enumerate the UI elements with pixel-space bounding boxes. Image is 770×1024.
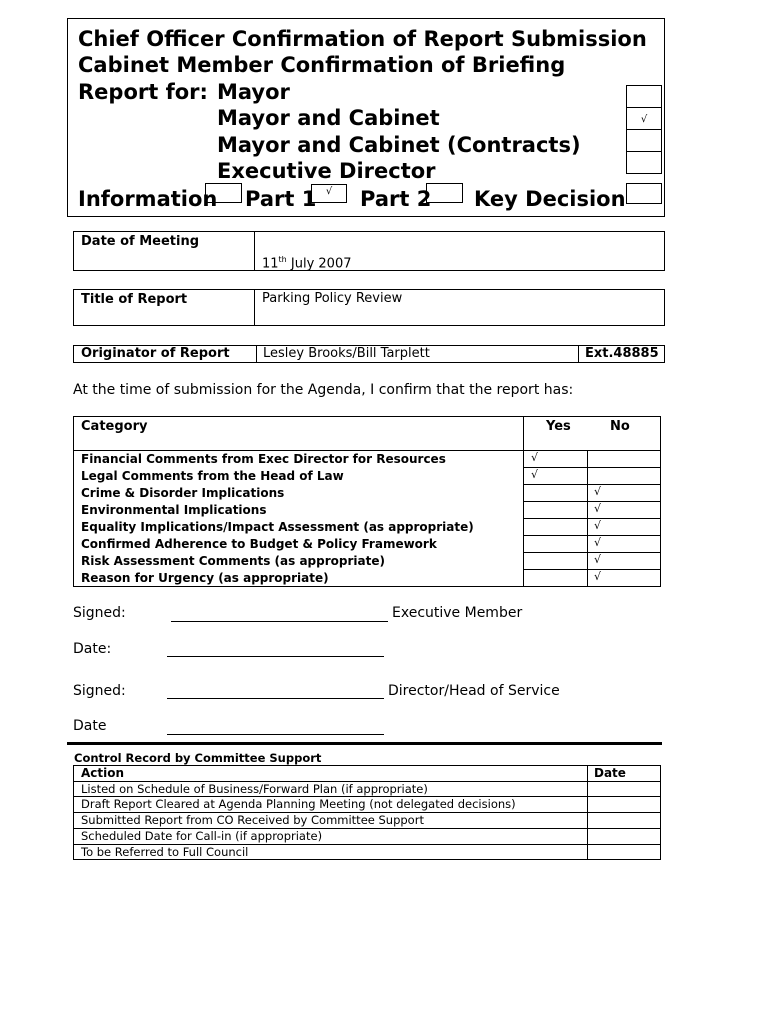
control-row: To be Referred to Full Council xyxy=(81,845,249,859)
category-row-label: Environmental Implications xyxy=(81,503,267,517)
no-check[interactable]: √ xyxy=(594,570,602,583)
control-row: Draft Report Cleared at Agenda Planning Meeting (not delegated decisions) xyxy=(81,797,516,811)
part2-label: Part 2 xyxy=(360,187,432,211)
key-decision-label: Key Decision xyxy=(474,187,626,211)
control-row: Listed on Schedule of Business/Forward Plan (if appropriate) xyxy=(81,782,428,796)
checkbox-information[interactable] xyxy=(205,183,242,203)
meeting-day-suffix: th xyxy=(278,255,287,264)
checkbox-key-decision[interactable] xyxy=(626,183,662,204)
no-header: No xyxy=(610,419,630,434)
category-header: Category xyxy=(81,419,148,434)
signature-line-1[interactable] xyxy=(171,621,388,622)
date-of-meeting-label: Date of Meeting xyxy=(81,234,200,249)
control-row: Scheduled Date for Call-in (if appropriate) xyxy=(81,829,323,843)
checkbox-executive-director[interactable] xyxy=(626,151,662,174)
category-table xyxy=(73,416,661,587)
option-executive-director: Executive Director xyxy=(217,159,436,183)
confirm-statement: At the time of submission for the Agenda, I confirm that the report has: xyxy=(73,382,574,398)
checkbox-mayor-and-cabinet-contracts[interactable] xyxy=(626,129,662,152)
meeting-month-year: July 2007 xyxy=(286,256,352,272)
category-row-label: Confirmed Adherence to Budget & Policy Framework xyxy=(81,537,437,551)
date-of-meeting-value xyxy=(262,255,352,271)
originator-label: Originator of Report xyxy=(81,346,230,361)
report-header-box xyxy=(67,18,665,217)
title-of-report-table xyxy=(73,289,665,326)
signed-label-2: Signed: xyxy=(73,683,126,699)
option-mayor: Mayor xyxy=(217,80,290,104)
originator-value: Lesley Brooks/Bill Tarplett xyxy=(263,346,430,361)
title-of-report-value: Parking Policy Review xyxy=(262,291,403,306)
originator-extension: Ext.48885 xyxy=(585,346,659,361)
option-mayor-and-cabinet-contracts: Mayor and Cabinet (Contracts) xyxy=(217,133,581,157)
title-cabinet-member: Cabinet Member Confirmation of Briefing xyxy=(78,53,566,77)
originator-table xyxy=(73,345,665,363)
control-record-table xyxy=(73,765,661,860)
control-record-title: Control Record by Committee Support xyxy=(74,751,322,765)
category-row-label: Reason for Urgency (as appropriate) xyxy=(81,571,329,585)
action-header: Action xyxy=(81,766,125,780)
date-label-2: Date xyxy=(73,718,107,734)
category-row-label: Legal Comments from the Head of Law xyxy=(81,469,344,483)
checkbox-part1[interactable]: √ xyxy=(311,184,347,203)
category-row-label: Crime & Disorder Implications xyxy=(81,486,285,500)
no-check[interactable]: √ xyxy=(594,502,602,515)
date-of-meeting-table xyxy=(73,231,665,271)
no-check[interactable]: √ xyxy=(594,536,602,549)
report-for-label: Report for: xyxy=(78,80,208,104)
date-line-2[interactable] xyxy=(167,734,384,735)
signed-label-1: Signed: xyxy=(73,605,126,621)
checkbox-mayor-and-cabinet[interactable]: √ xyxy=(626,107,662,130)
executive-member-label: Executive Member xyxy=(392,605,523,621)
yes-check[interactable]: √ xyxy=(531,468,539,481)
meeting-day: 11 xyxy=(262,256,279,272)
director-head-label: Director/Head of Service xyxy=(388,683,560,699)
information-label: Information xyxy=(78,187,218,211)
control-divider xyxy=(67,742,662,745)
date-header: Date xyxy=(594,766,626,780)
no-check[interactable]: √ xyxy=(594,485,602,498)
category-row-label: Equality Implications/Impact Assessment (as appropriate) xyxy=(81,520,474,534)
category-row-label: Financial Comments from Exec Director for Resources xyxy=(81,452,446,466)
no-check[interactable]: √ xyxy=(594,553,602,566)
control-row: Submitted Report from CO Received by Committee Support xyxy=(81,813,424,827)
no-check[interactable]: √ xyxy=(594,519,602,532)
title-chief-officer: Chief Officer Confirmation of Report Submission xyxy=(78,27,647,51)
signature-line-2[interactable] xyxy=(167,698,384,699)
date-label-1: Date: xyxy=(73,641,112,657)
category-row-label: Risk Assessment Comments (as appropriate) xyxy=(81,554,385,568)
part1-label: Part 1 xyxy=(245,187,317,211)
option-mayor-and-cabinet: Mayor and Cabinet xyxy=(217,106,440,130)
checkbox-mayor[interactable] xyxy=(626,85,662,108)
title-of-report-label: Title of Report xyxy=(81,292,188,307)
yes-check[interactable]: √ xyxy=(531,451,539,464)
yes-header: Yes xyxy=(546,419,571,434)
checkbox-part2[interactable] xyxy=(426,183,463,203)
date-line-1[interactable] xyxy=(167,656,384,657)
